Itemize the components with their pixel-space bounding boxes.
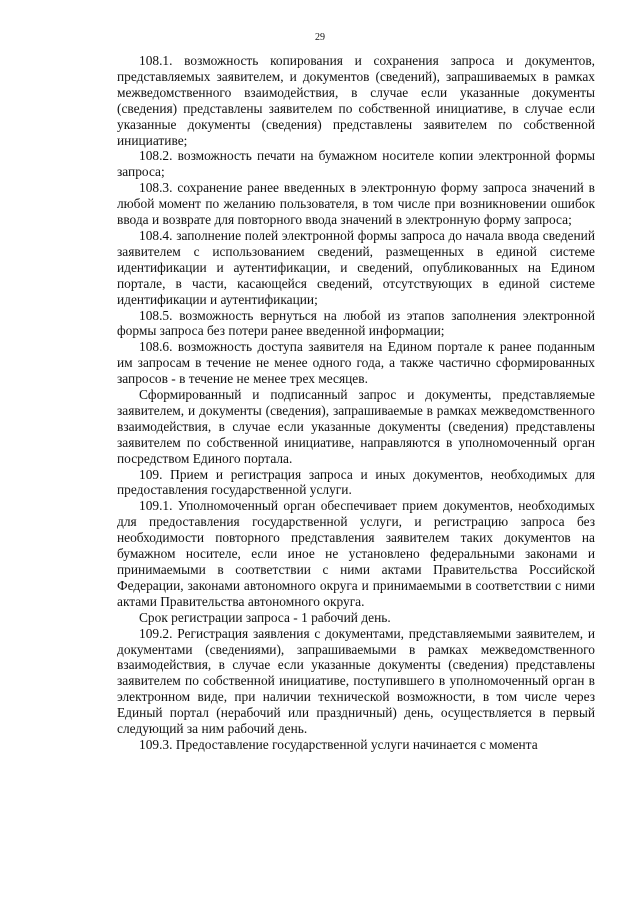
paragraph-108-3: 108.3. сохранение ранее введенных в электронную форму запроса значений в любой момент по желанию пользователя, в том числе при возникновении ошибок ввода и возврате для повторного ввода значений в электронную форму запроса; (117, 180, 595, 228)
paragraph-109-3: 109.3. Предоставление государственной услуги начинается с момента (139, 736, 538, 752)
paragraph-109: 109. Прием и регистрация запроса и иных документов, необходимых для предоставления государственной услуги. (117, 466, 595, 498)
page-body (117, 53, 595, 753)
page-number: 29 (315, 32, 325, 43)
paragraph-registration-term: Срок регистрации запроса - 1 рабочий день. (139, 609, 391, 625)
paragraph-108-2: 108.2. возможность печати на бумажном носителе копии электронной формы запроса; (117, 148, 595, 180)
paragraph-submission: Сформированный и подписанный запрос и документы, представляемые заявителем, и документы (сведения), запрашиваемые в рамках межведомственного взаимодействия, в случае если указанные документы (сведения) представлены заявителем по собственной инициативе, направляются в уполномоченный орган посредством Единого портала. (117, 387, 595, 466)
paragraph-108-4: 108.4. заполнение полей электронной формы запроса до начала ввода сведений заявителем с использованием сведений, размещенных в единой системе идентификации и аутентификации, и сведений, опубликованных на Едином портале, в части, касающейся сведений, отсутствующих в единой системе идентификации и аутентификации; (117, 227, 595, 307)
paragraph-108-1: 108.1. возможность копирования и сохранения запроса и документов, представляемых заявителем, и документов (сведений), запрашиваемых в рамках межведомственного взаимодействия, в случае если указанные документы (сведения) представлены заявителем по собственной инициативе, в случае если указанные документы (сведения) представлены заявителем по собственной инициативе; (117, 53, 595, 148)
paragraph-109-2: 109.2. Регистрация заявления с документами, представляемыми заявителем, и документами (сведениями), запрашиваемыми в рамках межведомственного взаимодействия, в случае если указанные документы (сведения) представлены заявителем по собственной инициативе, поступившего в уполномоченный орган в электронном виде, при наличии технической возможности, в том числе через Единый портал (нерабочий или праздничный) день, осуществляется в первый следующий за ним рабочий день. (117, 625, 595, 737)
paragraph-108-5: 108.5. возможность вернуться на любой из этапов заполнения электронной формы запроса без потери ранее введенной информации; (117, 307, 595, 339)
paragraph-108-6: 108.6. возможность доступа заявителя на Едином портале к ранее поданным им запросам в течение не менее одного года, а также частично сформированных запросов - в течение не менее трех месяцев. (117, 339, 595, 387)
paragraph-109-1: 109.1. Уполномоченный орган обеспечивает прием документов, необходимых для предоставления государственной услуги, и регистрацию запроса без необходимости повторного представления заявителем таких документов на бумажном носителе, если иное не установлено федеральными законами и принимаемыми в соответствии с ними актами Правительства Российской Федерации, законами автономного округа и принимаемыми в соответствии с ними актами Правительства автономного округа. (117, 498, 595, 609)
